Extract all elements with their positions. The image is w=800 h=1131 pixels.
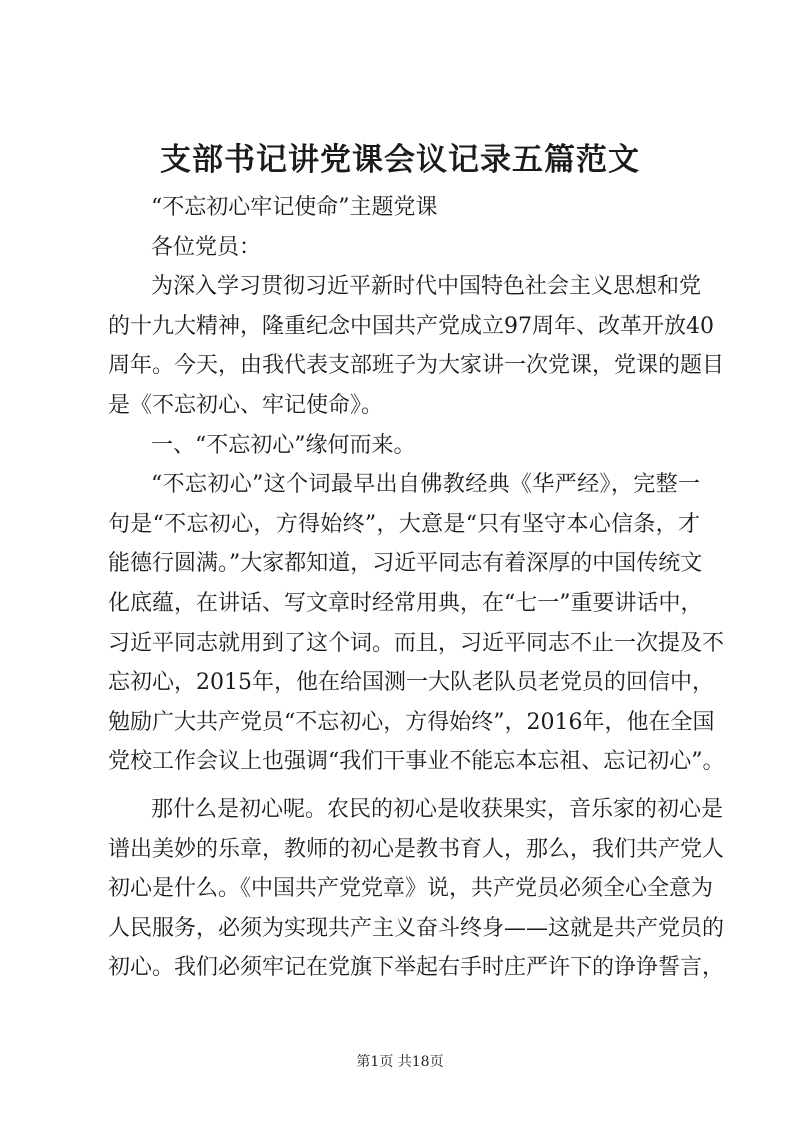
paragraph-line: 周年。今天，由我代表支部班子为大家讲一次党课，党课的题目 [108,353,725,379]
paragraph-line: 党校工作会议上也强调“我们干事业不能忘本忘祖、忘记初心”。 [108,749,725,775]
paragraph-line: “不忘初心”这个词最早出自佛教经典《华严经》，完整一 [151,472,700,498]
paragraph-line: 为深入学习贯彻习近平新时代中国特色社会主义思想和党 [151,274,702,300]
paragraph-line: 句是“不忘初心，方得始终”，大意是“只有坚守本心信条，才 [108,511,700,537]
subtitle-line: “不忘初心牢记使命”主题党课 [151,195,438,220]
page-footer: 第1页 共18页 [356,1054,444,1070]
greeting-line: 各位党员： [151,234,262,260]
paragraph-line: 谱出美妙的乐章，教师的初心是教书育人，那么，我们共产党人 [108,836,725,862]
paragraph-line: 能德行圆满。”大家都知道，习近平同志有着深厚的中国传统文 [108,551,703,577]
paragraph-line: 初心。我们必须牢记在党旗下举起右手时庄严许下的诤诤誓言， [108,955,725,981]
document-title: 支部书记讲党课会议记录五篇范文 [160,142,640,178]
paragraph-line: 是《不忘初心、牢记使命》。 [108,392,384,418]
paragraph-line: 那什么是初心呢。农民的初心是收获果实，音乐家的初心是 [151,796,724,822]
paragraph-gap [108,782,700,790]
paragraph-line: 初心是什么。《中国共产党党章》说，共产党员必须全心全意为 [108,876,714,902]
paragraph-line: 习近平同志就用到了这个词。而且，习近平同志不止一次提及不 [108,630,725,656]
section-heading: 一、“不忘初心”缘何而来。 [151,432,416,458]
document-body [108,188,725,988]
paragraph-line: 人民服务，必须为实现共产主义奋斗终身——这就是共产党员的 [108,915,725,941]
paragraph-line: 忘初心，2015年，他在给国测一大队老队员老党员的回信中， [108,670,714,696]
paragraph-line: 勉励广大共产党员“不忘初心，方得始终”，2016年，他在全国 [108,709,715,735]
paragraph-line: 化底蕴，在讲话、写文章时经常用典，在“七一”重要讲话中， [108,590,703,616]
paragraph-line: 的十九大精神，隆重纪念中国共产党成立97周年、改革开放40 [108,313,714,339]
